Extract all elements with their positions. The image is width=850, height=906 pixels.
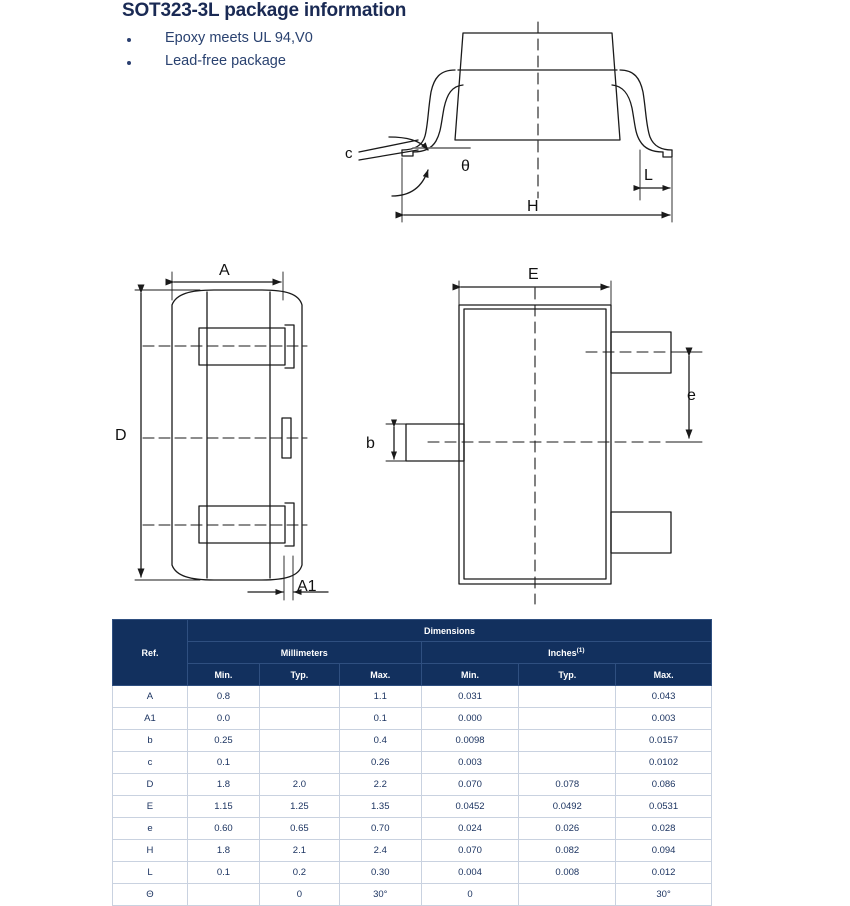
- page-title: SOT323-3L package information: [122, 0, 407, 21]
- table-header-row-group: [113, 620, 712, 642]
- header-millimeters: Millimeters: [187, 642, 421, 664]
- cell-in-min: 0.031: [421, 686, 519, 708]
- table-body: [113, 686, 712, 906]
- cell-ref: Θ: [113, 884, 188, 906]
- header-inches-note: (1): [576, 647, 585, 654]
- cell-mm-min: 0.1: [187, 862, 259, 884]
- cell-mm-typ: 2.1: [259, 840, 339, 862]
- cell-mm-min: 0.0: [187, 708, 259, 730]
- header-dimensions: Dimensions: [187, 620, 711, 642]
- header-in-typ: Typ.: [519, 664, 616, 686]
- cell-in-typ: 0.026: [519, 818, 616, 840]
- header-ref: Ref.: [113, 620, 188, 686]
- cell-ref: D: [113, 774, 188, 796]
- header-mm-min: Min.: [187, 664, 259, 686]
- header-inches-text: Inches: [548, 648, 577, 658]
- cell-mm-typ: 0.65: [259, 818, 339, 840]
- cell-mm-min: 1.8: [187, 840, 259, 862]
- cell-in-typ: [519, 686, 616, 708]
- table-row: [113, 730, 712, 752]
- cell-in-min: 0.004: [421, 862, 519, 884]
- table-row: [113, 774, 712, 796]
- cell-in-max: 0.0157: [616, 730, 712, 752]
- cell-mm-typ: 2.0: [259, 774, 339, 796]
- dimension-label-A: A: [219, 262, 230, 279]
- cell-mm-max: 2.4: [339, 840, 421, 862]
- cell-mm-max: 0.4: [339, 730, 421, 752]
- table-header-row-units: [113, 642, 712, 664]
- cell-in-min: 0: [421, 884, 519, 906]
- cell-mm-min: 0.25: [187, 730, 259, 752]
- cell-mm-max: 0.70: [339, 818, 421, 840]
- dimension-label-b: b: [366, 435, 375, 452]
- cell-in-max: 0.043: [616, 686, 712, 708]
- dimension-label-D: D: [115, 427, 127, 444]
- cell-mm-min: 0.8: [187, 686, 259, 708]
- cell-mm-min: [187, 884, 259, 906]
- dimension-label-theta: θ: [461, 158, 470, 175]
- table-row: [113, 862, 712, 884]
- table-row: [113, 708, 712, 730]
- dimension-label-E: E: [528, 266, 539, 283]
- cell-mm-typ: [259, 752, 339, 774]
- header-mm-typ: Typ.: [259, 664, 339, 686]
- cell-mm-max: 1.35: [339, 796, 421, 818]
- cell-in-max: 0.012: [616, 862, 712, 884]
- cell-ref: E: [113, 796, 188, 818]
- cell-mm-max: 30°: [339, 884, 421, 906]
- cell-in-max: 0.028: [616, 818, 712, 840]
- table-header: [113, 620, 712, 686]
- cell-ref: e: [113, 818, 188, 840]
- cell-in-max: 0.086: [616, 774, 712, 796]
- cell-mm-typ: 1.25: [259, 796, 339, 818]
- bullet-text: Lead-free package: [165, 53, 286, 69]
- cell-mm-typ: 0.2: [259, 862, 339, 884]
- cell-in-min: 0.003: [421, 752, 519, 774]
- cell-mm-typ: [259, 686, 339, 708]
- header-mm-max: Max.: [339, 664, 421, 686]
- cell-in-typ: [519, 730, 616, 752]
- cell-mm-min: 0.1: [187, 752, 259, 774]
- dimension-label-A1: A1: [297, 578, 317, 595]
- table-row: [113, 818, 712, 840]
- cell-mm-min: 1.8: [187, 774, 259, 796]
- cell-in-typ: [519, 708, 616, 730]
- bullet-dot-icon: [127, 38, 131, 42]
- dimension-label-L: L: [644, 167, 653, 184]
- cell-in-max: 0.0531: [616, 796, 712, 818]
- table-row: [113, 752, 712, 774]
- bullet-dot-icon: [127, 61, 131, 65]
- cell-in-typ: [519, 752, 616, 774]
- cell-mm-max: 1.1: [339, 686, 421, 708]
- table-header-row-subheaders: [113, 664, 712, 686]
- cell-in-max: 0.094: [616, 840, 712, 862]
- dimension-label-c: c: [345, 145, 353, 162]
- cell-mm-max: 0.1: [339, 708, 421, 730]
- cell-in-max: 0.003: [616, 708, 712, 730]
- cell-in-min: 0.070: [421, 774, 519, 796]
- cell-in-min: 0.024: [421, 818, 519, 840]
- cell-mm-max: 2.2: [339, 774, 421, 796]
- bullet-text: Epoxy meets UL 94,V0: [165, 30, 313, 46]
- header-in-max: Max.: [616, 664, 712, 686]
- cell-in-typ: 0.078: [519, 774, 616, 796]
- cell-mm-min: 1.15: [187, 796, 259, 818]
- cell-in-min: 0.0098: [421, 730, 519, 752]
- table-row: [113, 884, 712, 906]
- cell-mm-max: 0.30: [339, 862, 421, 884]
- cell-mm-max: 0.26: [339, 752, 421, 774]
- cell-in-min: 0.070: [421, 840, 519, 862]
- cell-in-max: 0.0102: [616, 752, 712, 774]
- cell-ref: A: [113, 686, 188, 708]
- cell-in-typ: 0.0492: [519, 796, 616, 818]
- cell-ref: H: [113, 840, 188, 862]
- cell-mm-typ: [259, 730, 339, 752]
- cell-in-typ: [519, 884, 616, 906]
- table-row: [113, 796, 712, 818]
- cell-in-max: 30°: [616, 884, 712, 906]
- dimension-label-H: H: [527, 198, 539, 215]
- cell-mm-min: 0.60: [187, 818, 259, 840]
- header-in-min: Min.: [421, 664, 519, 686]
- cell-ref: b: [113, 730, 188, 752]
- header-inches: [421, 642, 711, 664]
- cell-ref: A1: [113, 708, 188, 730]
- cell-mm-typ: [259, 708, 339, 730]
- table-row: [113, 840, 712, 862]
- cell-ref: c: [113, 752, 188, 774]
- cell-mm-typ: 0: [259, 884, 339, 906]
- dimension-label-e: e: [687, 387, 696, 404]
- cell-in-typ: 0.008: [519, 862, 616, 884]
- cell-in-min: 0.000: [421, 708, 519, 730]
- cell-in-typ: 0.082: [519, 840, 616, 862]
- dimensions-table: [112, 619, 712, 906]
- cell-in-min: 0.0452: [421, 796, 519, 818]
- table-row: [113, 686, 712, 708]
- cell-ref: L: [113, 862, 188, 884]
